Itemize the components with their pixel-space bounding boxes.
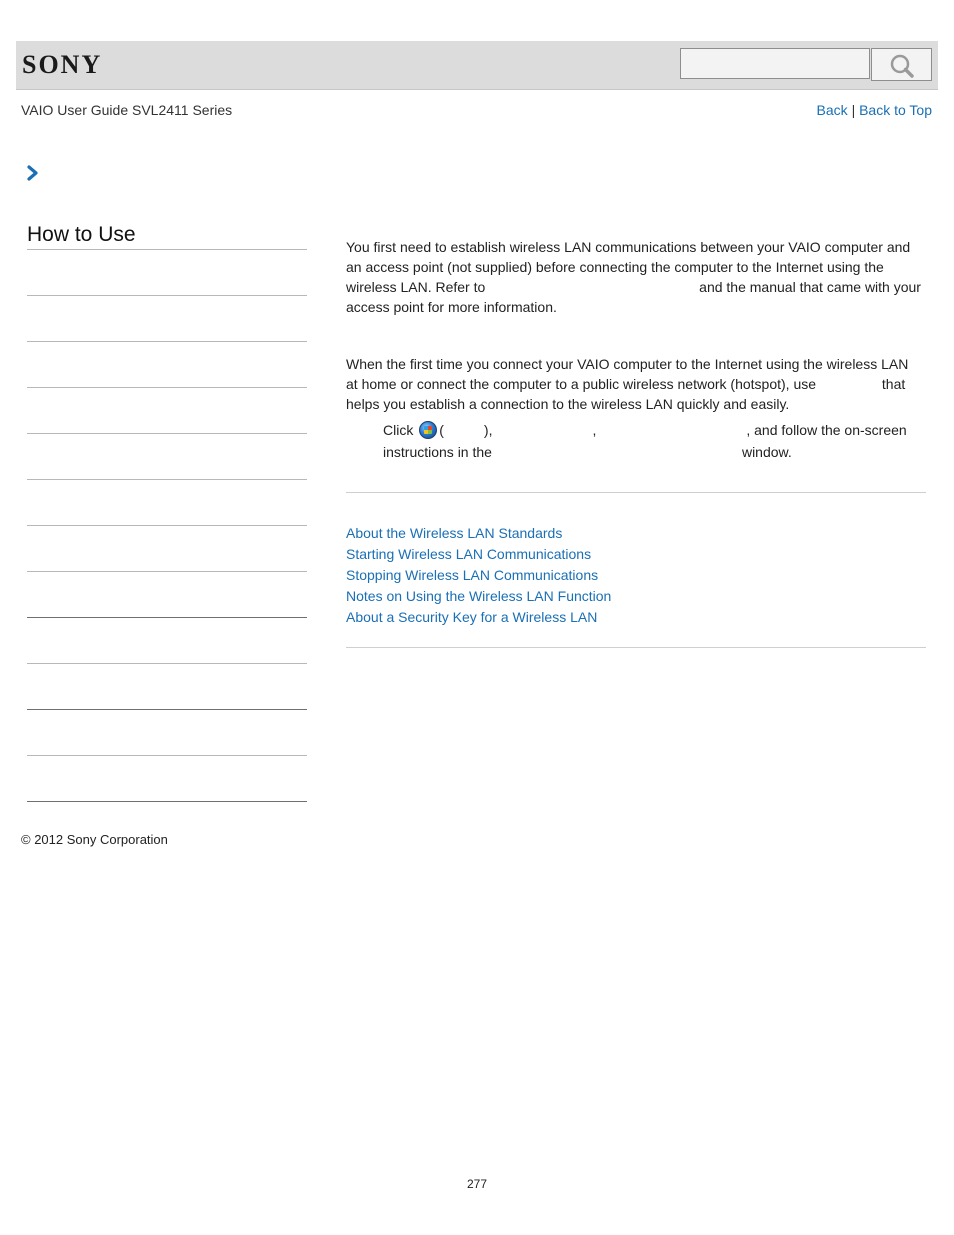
sidebar-item[interactable] bbox=[27, 618, 307, 664]
hotspot-text-b: that helps you establish a connection to the wireless LAN quickly and easily. bbox=[346, 376, 906, 412]
chevron-right-icon[interactable] bbox=[25, 165, 41, 186]
hotspot-text-a: When the first time you connect your VAIO computer to the Internet using the wireless LAN at home or connect the computer to a public wireless network (hotspot), use bbox=[346, 356, 909, 392]
link-notes-wireless-lan[interactable]: Notes on Using the Wireless LAN Function bbox=[346, 588, 612, 604]
sidebar-item[interactable] bbox=[27, 664, 307, 710]
copyright: © 2012 Sony Corporation bbox=[21, 832, 168, 847]
step-comma: , bbox=[592, 422, 597, 438]
magnifier-icon bbox=[889, 53, 915, 79]
sidebar-item[interactable] bbox=[27, 388, 307, 434]
step-paren-close: ), bbox=[483, 422, 493, 438]
sony-logo[interactable]: SONY bbox=[22, 50, 103, 79]
sidebar-item[interactable] bbox=[27, 526, 307, 572]
intro-text-b: and the manual that came with your access point for more information. bbox=[346, 279, 921, 315]
back-to-top-link[interactable]: Back to Top bbox=[859, 102, 932, 118]
back-link[interactable]: Back bbox=[816, 102, 848, 118]
intro-paragraph bbox=[346, 237, 921, 317]
step-instruction bbox=[383, 419, 923, 463]
search-button[interactable] bbox=[871, 48, 932, 81]
link-starting-wireless-lan[interactable]: Starting Wireless LAN Communications bbox=[346, 546, 592, 562]
divider bbox=[346, 492, 926, 493]
windows-start-icon bbox=[419, 421, 437, 439]
sidebar-item[interactable] bbox=[27, 710, 307, 756]
sidebar-item[interactable] bbox=[27, 342, 307, 388]
step-follow: , and follow the on-screen instructions in the bbox=[383, 422, 907, 460]
divider bbox=[346, 647, 926, 648]
sidebar-item[interactable] bbox=[27, 434, 307, 480]
step-window: window. bbox=[741, 444, 792, 460]
link-security-key[interactable]: About a Security Key for a Wireless LAN bbox=[346, 609, 598, 625]
header-bar bbox=[16, 41, 938, 90]
sidebar-item[interactable] bbox=[27, 296, 307, 342]
step-paren-open: ( bbox=[439, 422, 444, 438]
sidebar-item[interactable] bbox=[27, 480, 307, 526]
nav-separator: | bbox=[851, 102, 856, 118]
top-nav bbox=[817, 102, 932, 118]
sidebar-heading: How to Use bbox=[27, 222, 307, 250]
related-links bbox=[346, 523, 611, 628]
guide-title: VAIO User Guide SVL2411 Series bbox=[21, 102, 233, 118]
step-click: Click bbox=[383, 422, 414, 438]
sidebar-item[interactable] bbox=[27, 572, 307, 618]
sidebar bbox=[27, 222, 307, 802]
search-input[interactable] bbox=[680, 48, 870, 79]
link-stopping-wireless-lan[interactable]: Stopping Wireless LAN Communications bbox=[346, 567, 599, 583]
hotspot-paragraph bbox=[346, 354, 921, 414]
link-wireless-lan-standards[interactable]: About the Wireless LAN Standards bbox=[346, 525, 563, 541]
intro-text-a: You first need to establish wireless LAN communications between your VAIO computer and an access point (not supplied) before connecting the computer to the Internet using the wireless LAN. Refer to bbox=[346, 239, 911, 295]
sidebar-item[interactable] bbox=[27, 756, 307, 802]
page-number: 277 bbox=[466, 1177, 488, 1191]
sidebar-item[interactable] bbox=[27, 250, 307, 296]
